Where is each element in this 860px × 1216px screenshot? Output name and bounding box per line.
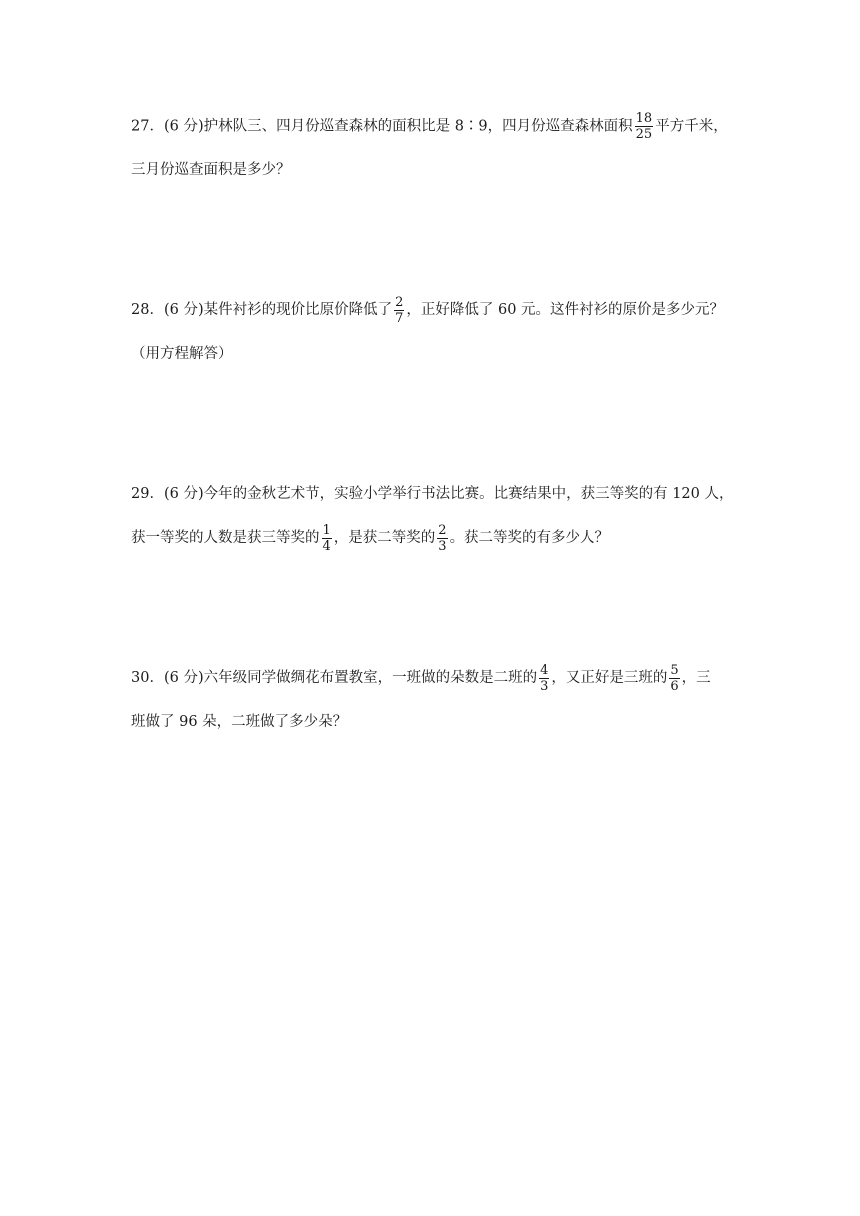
problem-30-question: 班做了 96 朵，二班做了多少朵？: [131, 714, 348, 730]
problem-28-text-tail: ，正好降低了 60 元。这件衬衫的原价是多少元？: [406, 302, 725, 318]
problem-27: [131, 104, 741, 192]
fraction-denominator: 4: [322, 538, 331, 554]
fraction-4-3: [539, 663, 549, 694]
problem-29-text-2: 获一等奖的人数是获三等奖的: [131, 530, 320, 546]
problem-28: [131, 288, 741, 376]
fraction-numerator: 1: [322, 522, 331, 538]
fraction-numerator: 18: [635, 110, 653, 126]
fraction-18-25: [635, 111, 654, 142]
problem-28-instruction: （用方程解答）: [131, 346, 233, 362]
problem-29-text: 29．(6 分)今年的金秋艺术节，实验小学举行书法比赛。比赛结果中，获三等奖的有 120 人，: [131, 486, 734, 502]
problem-28-line-1: [131, 288, 741, 332]
fraction-2-7: [394, 295, 404, 326]
problem-27-text: 27．(6 分)护林队三、四月份巡查森林的面积比是 8∶9，四月份巡查森林面积: [131, 118, 633, 134]
problem-30-text-tail: ，三: [681, 670, 711, 686]
problem-30-text-mid: ，又正好是三班的: [551, 670, 668, 686]
problem-29-line-1: [131, 472, 741, 516]
fraction-numerator: 2: [438, 522, 447, 538]
fraction-denominator: 3: [540, 678, 549, 694]
problem-30-text: 30．(6 分)六年级同学做绸花布置教室，一班做的朵数是二班的: [131, 670, 538, 686]
problem-29-question: 。获二等奖的有多少人？: [449, 530, 610, 546]
problem-27-line-2: [131, 148, 741, 192]
problem-30: [131, 656, 741, 744]
fraction-5-6: [669, 663, 679, 694]
problem-27-text-tail: 平方千米，: [655, 118, 728, 134]
fraction-denominator: 25: [635, 126, 653, 142]
fraction-2-3: [437, 523, 447, 554]
fraction-denominator: 3: [438, 538, 447, 554]
problem-27-line-1: [131, 104, 741, 148]
fraction-numerator: 2: [395, 294, 404, 310]
problem-28-text: 28．(6 分)某件衬衫的现价比原价降低了: [131, 302, 393, 318]
problem-29: [131, 472, 741, 560]
fraction-numerator: 4: [540, 662, 549, 678]
fraction-denominator: 7: [395, 310, 404, 326]
problem-30-line-2: [131, 700, 741, 744]
problem-30-line-1: [131, 656, 741, 700]
problem-29-line-2: [131, 516, 741, 560]
problem-29-text-mid: ，是获二等奖的: [333, 530, 436, 546]
fraction-1-4: [322, 523, 332, 554]
fraction-numerator: 5: [670, 662, 679, 678]
problem-28-line-2: [131, 332, 741, 376]
fraction-denominator: 6: [670, 678, 679, 694]
problem-27-question: 三月份巡查面积是多少？: [131, 162, 291, 178]
